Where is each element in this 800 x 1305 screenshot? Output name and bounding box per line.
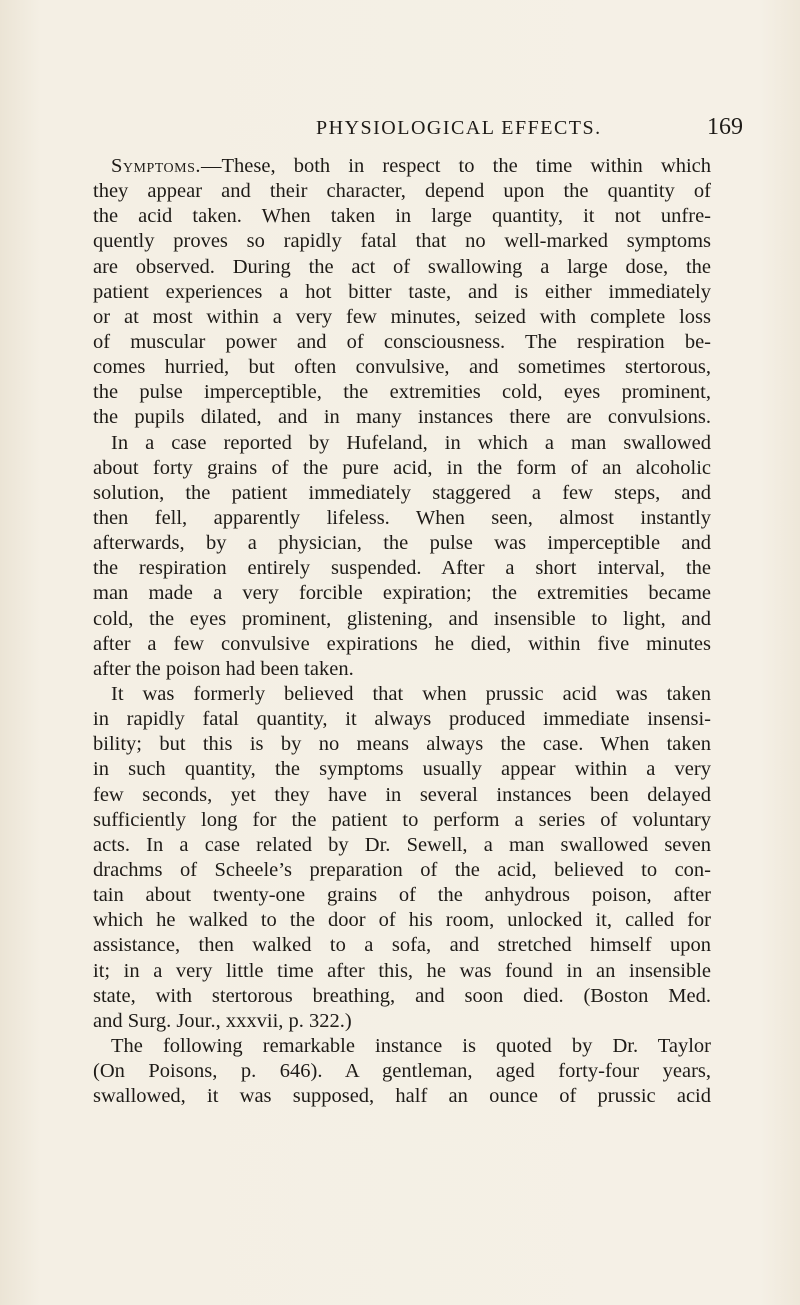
text-line: sufficiently long for the patient to perform a series of voluntary (93, 808, 711, 831)
text-line: quently proves so rapidly fatal that no well-marked symptoms (93, 230, 711, 253)
text-line: the pulse imperceptible, the extremities cold, eyes prominent, (93, 381, 711, 404)
text-line: few seconds, yet they have in several instances been delayed (93, 783, 711, 806)
text-line: they appear and their character, depend upon the quantity of (93, 180, 711, 203)
running-title: PHYSIOLOGICAL EFFECTS. (316, 117, 602, 139)
running-head (0, 114, 800, 147)
text-line: The following remarkable instance is quoted by Dr. Taylor (111, 1034, 711, 1057)
text-line: afterwards, by a physician, the pulse was imperceptible and (93, 532, 711, 555)
text-line: or at most within a very few minutes, seized with complete loss (93, 305, 711, 328)
text-line: and Surg. Jour., xxxvii, p. 322.) (93, 1009, 352, 1032)
text-line: the respiration entirely suspended. After a short interval, the (93, 557, 711, 580)
page-number: 169 (707, 114, 743, 140)
section-heading: Symptoms. (111, 155, 202, 177)
text-line: drachms of Scheele’s preparation of the acid, believed to con- (93, 858, 711, 881)
text-line: tain about twenty-one grains of the anhydrous poison, after (93, 884, 711, 907)
text-line: which he walked to the door of his room, unlocked it, called for (93, 909, 711, 932)
text-line: patient experiences a hot bitter taste, and is either immediately (93, 280, 711, 303)
text-line: (On Poisons, p. 646). A gentleman, aged forty-four years, (93, 1060, 711, 1083)
body-text (93, 154, 711, 1109)
text-line: after a few convulsive expirations he died, within five minutes (93, 632, 711, 655)
text-line (93, 154, 711, 179)
text-line: acts. In a case related by Dr. Sewell, a man swallowed seven (93, 833, 711, 856)
text-line: the acid taken. When taken in large quantity, it not unfre- (93, 205, 711, 228)
text-line: man made a very forcible expiration; the extremities became (93, 582, 711, 605)
text-line: state, with stertorous breathing, and soon died. (Boston Med. (93, 984, 711, 1007)
text-line: it; in a very little time after this, he was found in an insensible (93, 959, 711, 982)
text-line: after the poison had been taken. (93, 657, 354, 680)
text-line: In a case reported by Hufeland, in which a man swallowed (111, 431, 711, 454)
text-line: solution, the patient immediately staggered a few steps, and (93, 481, 711, 504)
text-line: It was formerly believed that when prussic acid was taken (111, 682, 711, 705)
text-line: in rapidly fatal quantity, it always produced immediate insensi- (93, 708, 711, 731)
text-line: then fell, apparently lifeless. When seen, almost instantly (93, 506, 711, 529)
text-line: bility; but this is by no means always the case. When taken (93, 733, 711, 756)
text-line: swallowed, it was supposed, half an ounce of prussic acid (93, 1085, 711, 1108)
text-line: are observed. During the act of swallowing a large dose, the (93, 255, 711, 278)
text-line: cold, the eyes prominent, glistening, and insensible to light, and (93, 607, 711, 630)
text-line: about forty grains of the pure acid, in the form of an alcoholic (93, 456, 711, 479)
text-line: of muscular power and of consciousness. The respiration be- (93, 330, 711, 353)
text-line: in such quantity, the symptoms usually appear within a very (93, 758, 711, 781)
text-line-content: —These, both in respect to the time within which (201, 155, 711, 177)
text-line: the pupils dilated, and in many instances there are convulsions. (93, 406, 711, 429)
text-line: assistance, then walked to a sofa, and stretched himself upon (93, 934, 711, 957)
text-line: comes hurried, but often convulsive, and sometimes stertorous, (93, 356, 711, 379)
